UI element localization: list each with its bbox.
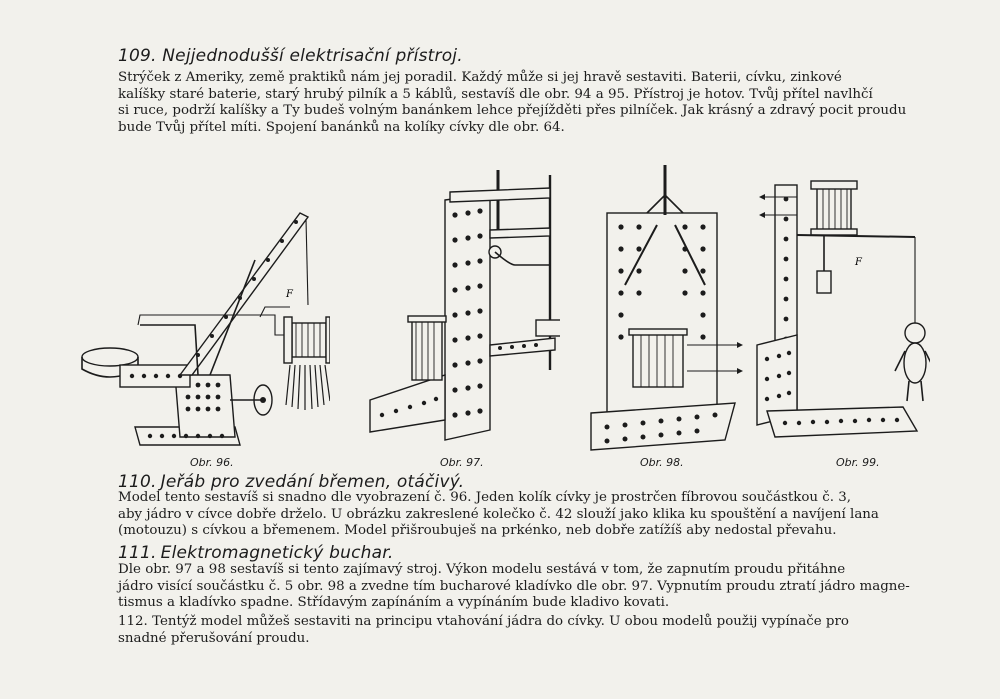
section-110-paragraph xyxy=(118,490,944,540)
figure-96-crane xyxy=(80,205,330,455)
section-111-heading xyxy=(118,543,393,563)
figure-99-label-f: F xyxy=(855,257,862,268)
figure-96-caption: Obr. 96. xyxy=(190,456,234,469)
section-111-title: Elektromagnetický buchar. xyxy=(160,543,394,563)
section-110-number: 110. xyxy=(118,472,157,492)
figure-97-caption: Obr. 97. xyxy=(440,456,484,469)
section-109-paragraph xyxy=(118,70,944,136)
paragraph-line: Strýček z Ameriky, země praktiků nám jej poradil. Každý může si jej hravě sestaviti. Baterii, cívku, zinkové xyxy=(118,70,842,85)
section-111-number: 111. xyxy=(118,543,157,563)
figure-96-label-f: F xyxy=(286,289,293,300)
paragraph-line: kalíšky staré baterie, starý hrubý pilník a 5 káblů, sestavíš dle obr. 94 a 95. Přístroj je hotov. Tvůj přítel navlhčí xyxy=(118,86,873,102)
paragraph-line: si ruce, podrží kalíšky a Ty budeš volným banánkem lehce přejížděti přes pilníček. Jak krásný a zdravý pocit proudu xyxy=(118,103,907,119)
section-110-title: Jeřáb pro zvedání břemen, otáčivý. xyxy=(160,472,465,492)
paragraph-line: snadné přerušování proudu. xyxy=(118,630,310,646)
paragraph-line: tismus a kladívko spadne. Střídavým zapínáním a vypínáním bude kladivo kovati. xyxy=(118,595,670,611)
paragraph-line: Model tento sestavíš si snadno dle vyobrazení č. 96. Jeden kolík cívky je prostrčen fíbrovou součástkou č. 3, xyxy=(118,490,852,505)
paragraph-line: jádro visící součástku č. 5 obr. 98 a zvedne tím bucharové kladívko dle obr. 97. Vypnutím proudu ztratí jádro magne- xyxy=(118,578,910,594)
hammer-front-illustration xyxy=(591,165,743,450)
section-112-paragraph xyxy=(118,614,944,647)
hammer-illustration xyxy=(370,170,560,440)
paragraph-line: aby jádro v cívce dobře drželo. U obrázku zakreslené kolečko č. 42 slouží jako klika ku spouštění a navíjení lana xyxy=(118,506,879,522)
figure-98-hammer-front xyxy=(585,165,745,455)
lift-illustration xyxy=(757,181,930,437)
crane-illustration xyxy=(82,213,330,445)
section-111-paragraph xyxy=(118,562,944,612)
paragraph-line: Dle obr. 97 a 98 sestavíš si tento zajímavý stroj. Výkon modelu sestává v tom, že zapnutím proudu přitáhne xyxy=(118,562,846,577)
section-110-heading xyxy=(118,472,464,492)
figure-99-caption: Obr. 99. xyxy=(836,456,880,469)
figure-99-lift xyxy=(755,175,930,455)
doll-icon xyxy=(895,323,930,401)
paragraph-line: (motouzu) s cívkou a břemenem. Model přišroubuješ na prkénko, neb dobře zatížíš aby nedostal převahu. xyxy=(118,523,837,539)
section-109-heading: 109. Nejjednodušší elektrisační přístroj. xyxy=(118,46,463,66)
paragraph-line: bude Tvůj přítel míti. Spojení banánků na kolíky cívky dle obr. 64. xyxy=(118,119,565,135)
paragraph-line: 112. Tentýž model můžeš sestaviti na principu vtahování jádra do cívky. U obou modelů použij vypínače pro xyxy=(118,614,849,629)
figure-98-caption: Obr. 98. xyxy=(640,456,684,469)
figure-97-hammer xyxy=(350,170,560,455)
